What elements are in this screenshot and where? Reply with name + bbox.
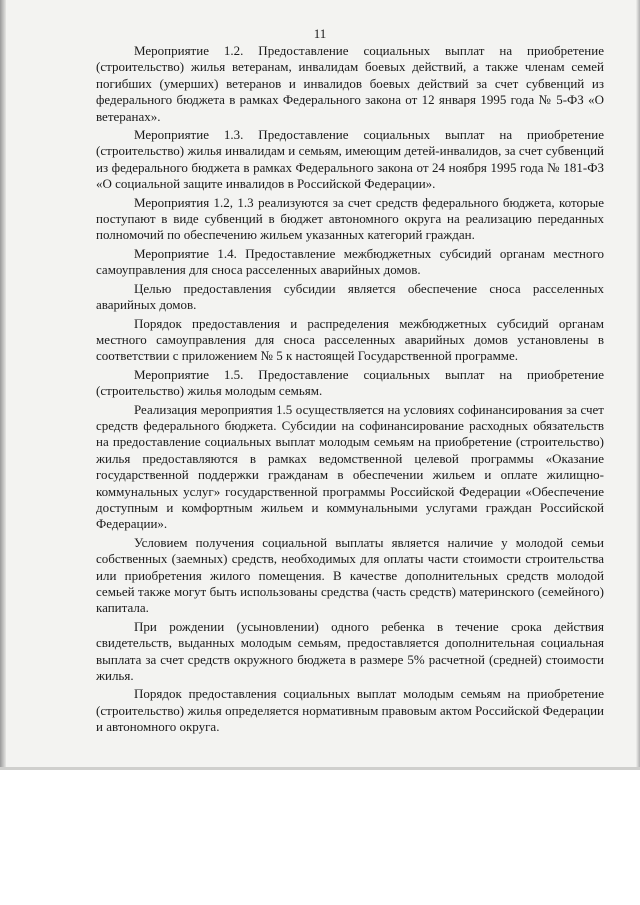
paragraph-measure-1-4: Мероприятие 1.4. Предоставление межбюджетных субсидий органам местного самоуправления для сноса расселенных аварийных домов. [96,245,604,278]
paragraph-subsidy-goal: Целью предоставления субсидии является обеспечение сноса расселенных аварийных домов. [96,280,604,313]
page-number: 11 [313,26,327,41]
paragraph-measure-1-5-implementation: Реализация мероприятия 1.5 осуществляется на условиях софинансирования за счет средств федерального бюджета. Субсидии на софинансирование расходных обязательств на предоставление социальных выплат молодым семьям на приобретение (строительство) жилья предоставляются в рамках ведомственной целевой программы «Оказание государственной поддержки гражданам в обеспечении жильем и оплате жилищно-коммунальных услуг» государственной программы Российской Федерации «Обеспечение доступным и комфортным жильем и коммунальными услугами граждан Российской Федерации». [96,401,604,532]
paragraph-measure-1-3: Мероприятие 1.3. Предоставление социальных выплат на приобретение (строительство) жилья инвалидам и семьям, имеющим детей-инвалидов, за счет субвенций из федерального бюджета в рамках Федерального закона от 24 ноября 1995 года № 181-ФЗ «О социальной защите инвалидов в Российской Федерации». [96,127,604,192]
paragraph-payment-condition: Условием получения социальной выплаты является наличие у молодой семьи собственных (заемных) средств, необходимых для оплаты части стоимости строительства или приобретения жилого помещения. В качестве дополнительных средств молодой семьей также могут быть использованы средства (часть средств) материнского (семейного) капитала. [96,534,604,616]
scan-left-edge [0,0,6,770]
paragraph-measure-1-5: Мероприятие 1.5. Предоставление социальных выплат на приобретение (строительство) жилья молодым семьям. [96,366,604,399]
paragraph-measure-1-2: Мероприятие 1.2. Предоставление социальных выплат на приобретение (строительство) жилья ветеранам, инвалидам боевых действий, а также членам семей погибших (умерших) ветеранов и инвалидов боевых действий за счет субвенций из федерального бюджета в рамках Федерального закона от 12 января 1995 года № 5-ФЗ «О ветеранах». [96,43,604,124]
paragraph-child-birth-payment: При рождении (усыновлении) одного ребенка в течение срока действия свидетельств, выданных молодым семьям, предоставляется дополнительная социальная выплата за счет средств окружного бюджета в размере 5% расчетной (средней) стоимости жилья. [96,618,604,684]
scan-bottom-edge [0,767,640,770]
paragraph-measures-funding: Мероприятия 1.2, 1.3 реализуются за счет средств федерального бюджета, которые поступают в виде субвенций в бюджет автономного округа на реализацию переданных полномочий по обеспечению жильем указанных категорий граждан. [96,194,604,243]
paragraph-payment-procedure: Порядок предоставления социальных выплат молодым семьям на приобретение (строительство) жилья определяется нормативным правовым актом Российской Федерации и автономного округа. [96,686,604,735]
paragraph-subsidy-procedure: Порядок предоставления и распределения межбюджетных субсидий органам местного самоуправления для сноса расселенных аварийных домов установлены в соответствии с приложением № 5 к настоящей Государственной программе. [96,315,604,364]
scan-right-edge [636,0,640,770]
document-body [96,43,604,738]
